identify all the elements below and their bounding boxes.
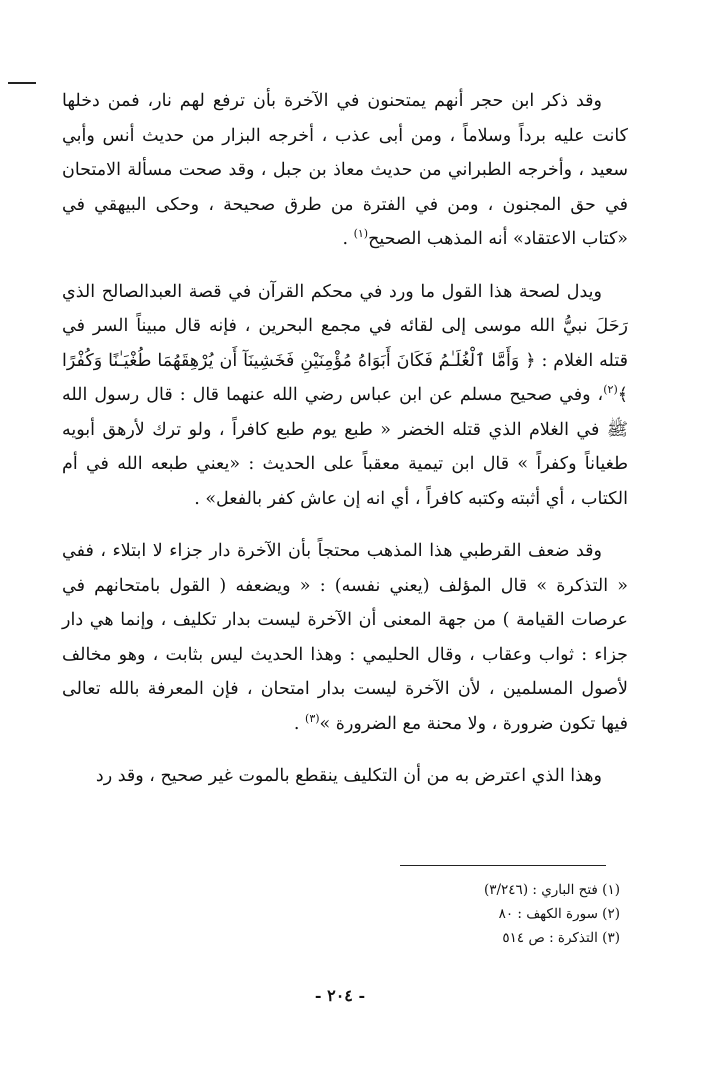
footnote-ref-3: (٣) — [305, 711, 320, 725]
margin-mark — [8, 82, 36, 84]
paragraph-3-end: . — [293, 713, 306, 734]
footnote-ref-1: (١) — [353, 227, 369, 241]
paragraph-3 — [62, 534, 628, 741]
paragraph-4-text: وهذا الذي اعترض به من أن التكليف ينقطع بالموت غير صحيح ، وقد رد — [95, 766, 602, 786]
paragraph-1-text: وقد ذكر ابن حجر أنهم يمتحنون في الآخرة بأن ترفع لهم نار، فمن دخلها كانت عليه برداً وسلاماً ، ومن أبى عذب ، أخرجه البزار من حديث أنس وأبي سعيد ، وأخرجه الطبراني من حديث معاذ بن جبل ، وقد صحت مسألة الامتحان في حق المجنون ، ومن في الفترة من طرق صحيحة ، وحكى البيهقي في «كتاب الاعتقاد» أنه المذهب الصحيح — [62, 91, 628, 249]
paragraph-4 — [62, 759, 628, 794]
footnote-divider — [400, 865, 606, 866]
quran-verse: ﴿ وَأَمَّا ٱلْغُلَـٰمُ فَكَانَ أَبَوَاهُ مُؤْمِنَيْنِ فَخَشِينَآ أَن يُرْهِقَهُمَا طُغْيَـٰنًا وَكُفْرًا ﴾ — [62, 350, 628, 405]
footnote-1: (١) فتح الباري : (٣/٢٤٦) — [483, 882, 620, 898]
main-text — [62, 84, 628, 812]
paragraph-2-text-after: ، وفي صحيح مسلم عن ابن عباس رضي الله عنهما قال : قال رسول الله ﷺ في الغلام الذي قتله الخضر « طبع يوم طبع كافراً ، ولو ترك لأرهق أبويه طغياناً وكفراً » قال ابن تيمية معقباً على الحديث : «يعني طبعه الله في أم الكتاب ، أي أثبته وكتبه كافراً ، أي انه إن عاش كفر بالفعل» . — [62, 385, 628, 509]
paragraph-2 — [62, 275, 628, 517]
page-number: - ٢٠٤ - — [314, 986, 366, 1005]
paragraph-1 — [62, 84, 628, 257]
footnote-ref-2: (٢) — [603, 383, 618, 397]
footnote-3: (٣) التذكرة : ص ٥١٤ — [502, 930, 620, 946]
paragraph-1-end: . — [342, 229, 354, 249]
footnotes — [330, 878, 620, 950]
paragraph-2-text-before: ويدل لصحة هذا القول ما ورد في محكم القرآن في قصة العبدالصالح الذي رَحَلَ نبيُّ الله موسى إلى لقائه في مجمع البحرين ، فإنه قال مبيناً السر في قتله الغلام : — [62, 281, 628, 371]
footnote-2: (٢) سورة الكهف : ٨٠ — [498, 906, 620, 922]
paragraph-3-text: وقد ضعف القرطبي هذا المذهب محتجاً بأن الآخرة دار جزاء لا ابتلاء ، ففي « التذكرة » قال المؤلف (يعني نفسه) : « ويضعفه ( القول بامتحانهم في عرصات القيامة ) من جهة المعنى أن الآخرة ليست بدار تكليف ، وإنما هي دار جزاء : ثواب وعقاب ، وقال الحليمي : وهذا الحديث ليس بثابت ، وهو مخالف لأصول المسلمين ، لأن الآخرة ليست بدار امتحان ، فإن المعرفة بالله تعالى فيها تكون ضرورة ، ولا محنة مع الضرورة » — [62, 541, 628, 734]
